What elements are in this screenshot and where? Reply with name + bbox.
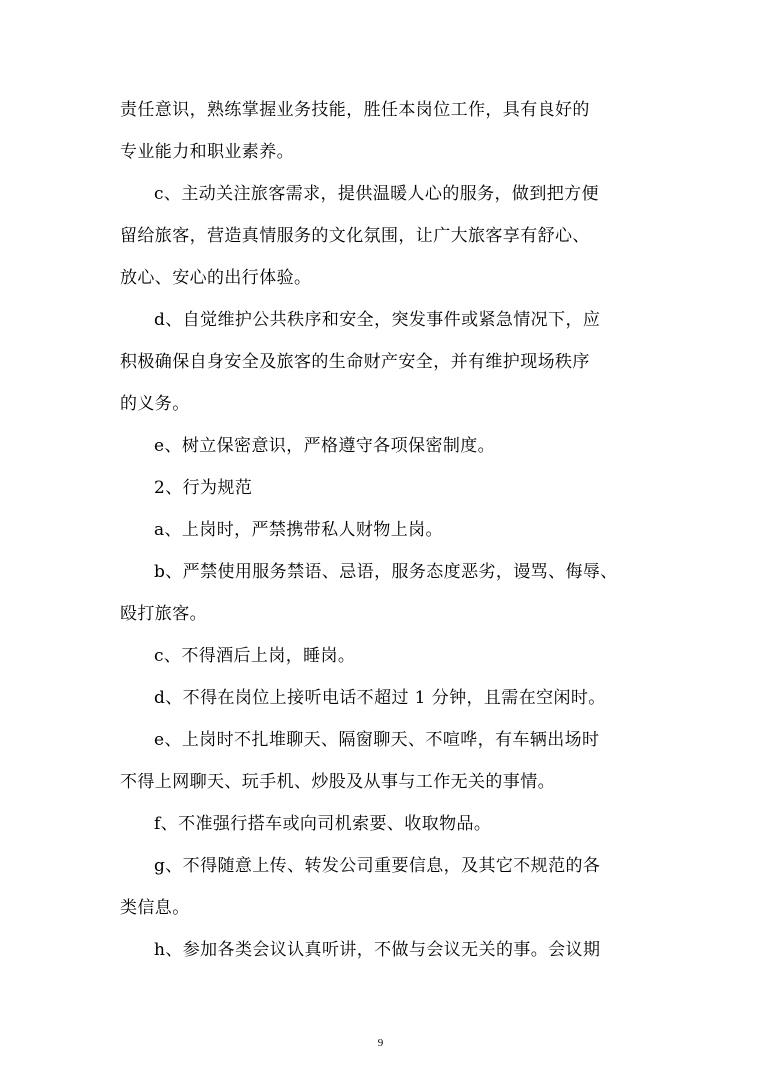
text-line: g、不得随意上传、转发公司重要信息，及其它不规范的各 [154,856,601,876]
text-line: 不得上网聊天、玩手机、炒股及从事与工作无关的事情。 [120,772,555,792]
text-line: d、自觉维护公共秩序和安全，突发事件或紧急情况下，应 [154,310,601,330]
text-line: d、不得在岗位上接听电话不超过 1 分钟，且需在空闲时。 [154,688,606,708]
text-line: h、参加各类会议认真听讲，不做与会议无关的事。会议期 [154,940,601,960]
text-line: 的义务。 [120,394,190,414]
text-line: e、上岗时不扎堆聊天、隔窗聊天、不喧哗，有车辆出场时 [154,730,600,750]
text-line: c、主动关注旅客需求，提供温暖人心的服务，做到把方便 [154,184,599,204]
text-line: 放心、安心的出行体验。 [120,268,312,288]
text-line: c、不得酒后上岗，睡岗。 [154,646,356,666]
text-line: 责任意识，熟练掌握业务技能，胜任本岗位工作，具有良好的 [120,100,590,120]
text-line: f、不准强行搭车或向司机索要、收取物品。 [154,814,492,834]
text-line: 殴打旅客。 [120,604,207,624]
section-heading: 2、行为规范 [154,478,253,498]
page-number: 9 [377,1037,384,1049]
text-line: 类信息。 [120,898,190,918]
text-line: a、上岗时，严禁携带私人财物上岗。 [154,520,443,540]
text-line: 专业能力和职业素养。 [120,142,294,162]
text-line: 留给旅客，营造真情服务的文化氛围，让广大旅客享有舒心、 [120,226,590,246]
text-line: 积极确保自身安全及旅客的生命财产安全，并有维护现场秩序 [120,352,590,372]
text-line: e、树立保密意识，严格遵守各项保密制度。 [154,436,496,456]
text-line: b、严禁使用服务禁语、忌语，服务态度恶劣，谩骂、侮辱、 [154,562,618,582]
